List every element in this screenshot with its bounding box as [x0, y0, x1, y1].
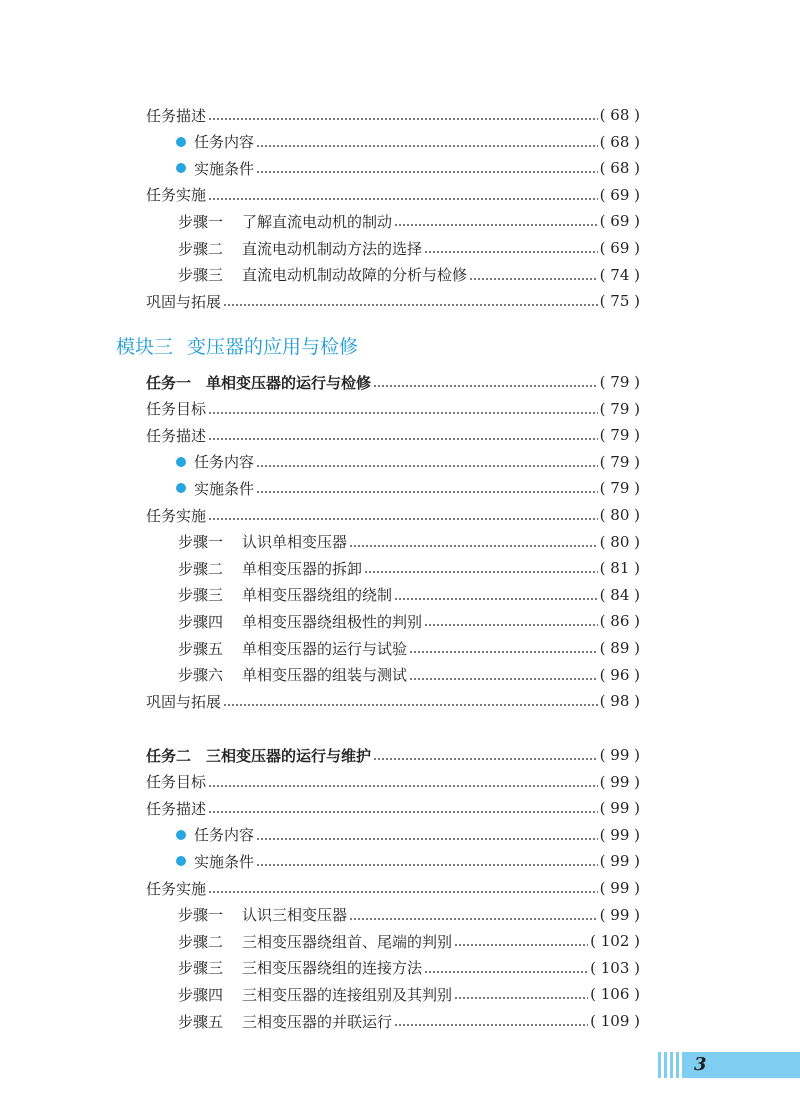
toc-entry[interactable]: 步骤三 单相变压器绕组的绕制 ( 84 )	[178, 585, 640, 605]
bullet-icon	[176, 856, 186, 866]
bullet-icon	[176, 483, 186, 493]
bullet-icon	[176, 457, 186, 467]
dot-leader	[373, 385, 598, 387]
module-heading	[116, 332, 358, 359]
dot-leader	[394, 224, 598, 226]
bullet-icon	[176, 163, 186, 173]
dot-leader	[424, 971, 588, 973]
dot-leader	[424, 251, 598, 253]
dot-leader	[208, 412, 598, 414]
toc-entry[interactable]: 任务实施 ( 99 )	[146, 879, 640, 898]
dot-leader	[208, 118, 598, 120]
toc-entry[interactable]: 步骤一 了解直流电动机的制动 ( 69 )	[178, 212, 640, 231]
module-number: 模块三	[116, 336, 174, 358]
toc-entry[interactable]: 步骤二 单相变压器的拆卸 ( 81 )	[178, 559, 640, 578]
toc-entry[interactable]: 任务内容 ( 99 )	[146, 822, 640, 848]
toc-entry[interactable]: 步骤三 直流电动机制动故障的分析与检修 ( 74 )	[178, 265, 640, 285]
dot-leader	[454, 997, 588, 999]
toc-entry[interactable]: 任务实施 ( 69 )	[146, 185, 640, 205]
dot-leader	[256, 171, 598, 173]
dot-leader	[394, 598, 598, 600]
footer-stripe	[658, 1052, 661, 1078]
toc-task-heading[interactable]: 任务一 单相变压器的运行与检修 ( 79 )	[146, 373, 640, 392]
toc-entry[interactable]: 任务目标 ( 79 )	[146, 399, 640, 419]
toc-entry[interactable]: 任务实施 ( 80 )	[146, 506, 640, 525]
toc-entry[interactable]: 巩固与拓展 ( 98 )	[146, 692, 640, 711]
toc-entry[interactable]: 实施条件 ( 79 )	[146, 475, 640, 501]
dot-leader	[208, 891, 598, 893]
dot-leader	[256, 145, 598, 147]
dot-leader	[208, 438, 598, 440]
toc-entry[interactable]: 步骤二 直流电动机制动方法的选择 ( 69 )	[178, 239, 640, 258]
dot-leader	[454, 944, 588, 946]
dot-leader	[469, 278, 598, 280]
dot-leader	[409, 651, 598, 653]
dot-leader	[208, 785, 598, 787]
module-title: 变压器的应用与检修	[187, 336, 359, 358]
page-number: 3	[694, 1054, 707, 1075]
dot-leader	[364, 571, 598, 573]
toc-entry[interactable]: 任务内容 ( 79 )	[146, 449, 640, 475]
footer-stripe	[676, 1052, 679, 1078]
dot-leader	[349, 545, 598, 547]
toc-entry[interactable]: 步骤五 三相变压器的并联运行 ( 109 )	[178, 1012, 640, 1031]
toc-entry[interactable]: 步骤一 认识单相变压器 ( 80 )	[178, 532, 640, 552]
toc-entry[interactable]: 巩固与拓展 ( 75 )	[146, 292, 640, 311]
dot-leader	[208, 198, 598, 200]
toc-entry[interactable]: 任务内容 ( 68 )	[146, 129, 640, 155]
dot-leader	[223, 304, 598, 306]
toc-entry[interactable]: 步骤六 单相变压器的组装与测试 ( 96 )	[178, 665, 640, 685]
toc-entry[interactable]: 步骤四 三相变压器的连接组别及其判别 ( 106 )	[178, 985, 640, 1004]
toc-entry[interactable]: 实施条件 ( 99 )	[146, 848, 640, 874]
dot-leader	[424, 624, 598, 626]
toc-entry[interactable]: 步骤三 三相变压器绕组的连接方法 ( 103 )	[178, 958, 640, 978]
dot-leader	[349, 918, 598, 920]
dot-leader	[223, 704, 598, 706]
bullet-icon	[176, 830, 186, 840]
toc-entry[interactable]: 任务描述 ( 79 )	[146, 426, 640, 445]
dot-leader	[373, 758, 598, 760]
toc-entry[interactable]: 步骤二 三相变压器绕组首、尾端的判别 ( 102 )	[178, 932, 640, 951]
footer-band	[658, 1052, 800, 1078]
footer-stripe	[670, 1052, 673, 1078]
toc-entry[interactable]: 步骤五 单相变压器的运行与试验 ( 89 )	[178, 639, 640, 658]
dot-leader	[409, 678, 598, 680]
dot-leader	[394, 1024, 588, 1026]
footer-stripe	[664, 1052, 667, 1078]
dot-leader	[256, 465, 598, 467]
toc-entry[interactable]: 步骤四 单相变压器绕组极性的判别 ( 86 )	[178, 612, 640, 631]
toc-entry[interactable]: 任务目标 ( 99 )	[146, 772, 640, 792]
page-number-box	[682, 1052, 800, 1078]
dot-leader	[256, 491, 598, 493]
bullet-icon	[176, 137, 186, 147]
dot-leader	[208, 811, 598, 813]
toc-entry[interactable]: 任务描述 ( 99 )	[146, 799, 640, 818]
toc-task-heading[interactable]: 任务二 三相变压器的运行与维护 ( 99 )	[146, 746, 640, 765]
dot-leader	[208, 518, 598, 520]
dot-leader	[256, 864, 598, 866]
dot-leader	[256, 838, 598, 840]
toc-entry[interactable]: 步骤一 认识三相变压器 ( 99 )	[178, 905, 640, 925]
toc-entry[interactable]: 实施条件 ( 68 )	[146, 155, 640, 181]
toc-entry[interactable]: 任务描述 ( 68 )	[146, 106, 640, 125]
